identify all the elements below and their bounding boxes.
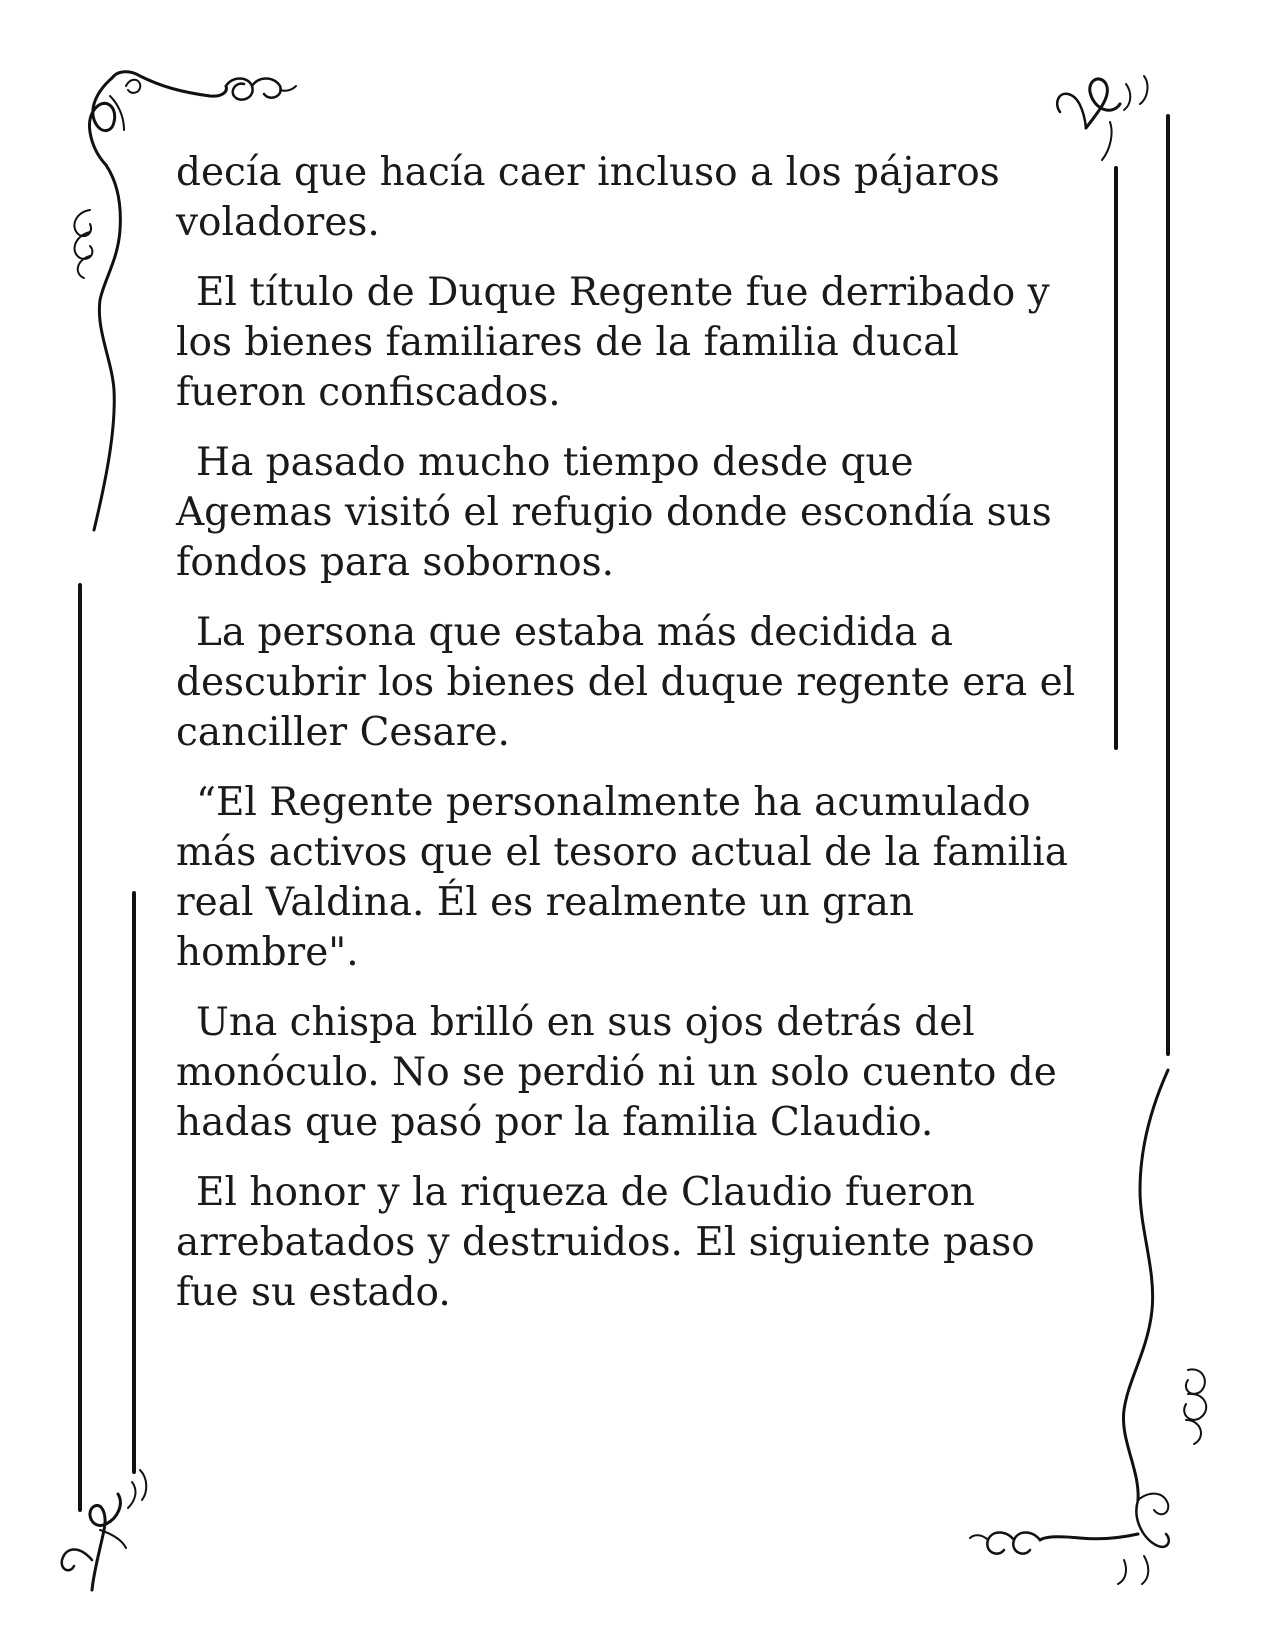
paragraph-6: Una chispa brilló en sus ojos detrás del monóculo. No se perdió ni un solo cuento de hadas que pasó por la familia Claudio.	[176, 1000, 1057, 1145]
bottom-left-flourish-icon	[62, 1470, 147, 1590]
paragraph-4: La persona que estaba más decidida a descubrir los bienes del duque regente era el canciller Cesare.	[176, 610, 1076, 755]
paragraph-2: El título de Duque Regente fue derribado y los bienes familiares de la familia ducal fueron confiscados.	[176, 270, 1050, 415]
paragraph-1: decía que hacía caer incluso a los pájaros voladores.	[176, 150, 1000, 245]
page-text-column	[176, 148, 1081, 1338]
paragraph-7: El honor y la riqueza de Claudio fueron arrebatados y destruidos. El siguiente paso fue su estado.	[176, 1170, 1035, 1315]
paragraph-5: “El Regente personalmente ha acumulado más activos que el tesoro actual de la familia real Valdina. Él es realmente un gran hombre".	[176, 780, 1068, 975]
paragraph-3: Ha pasado mucho tiempo desde que Agemas visitó el refugio donde escondía sus fondos para sobornos.	[176, 440, 1052, 585]
